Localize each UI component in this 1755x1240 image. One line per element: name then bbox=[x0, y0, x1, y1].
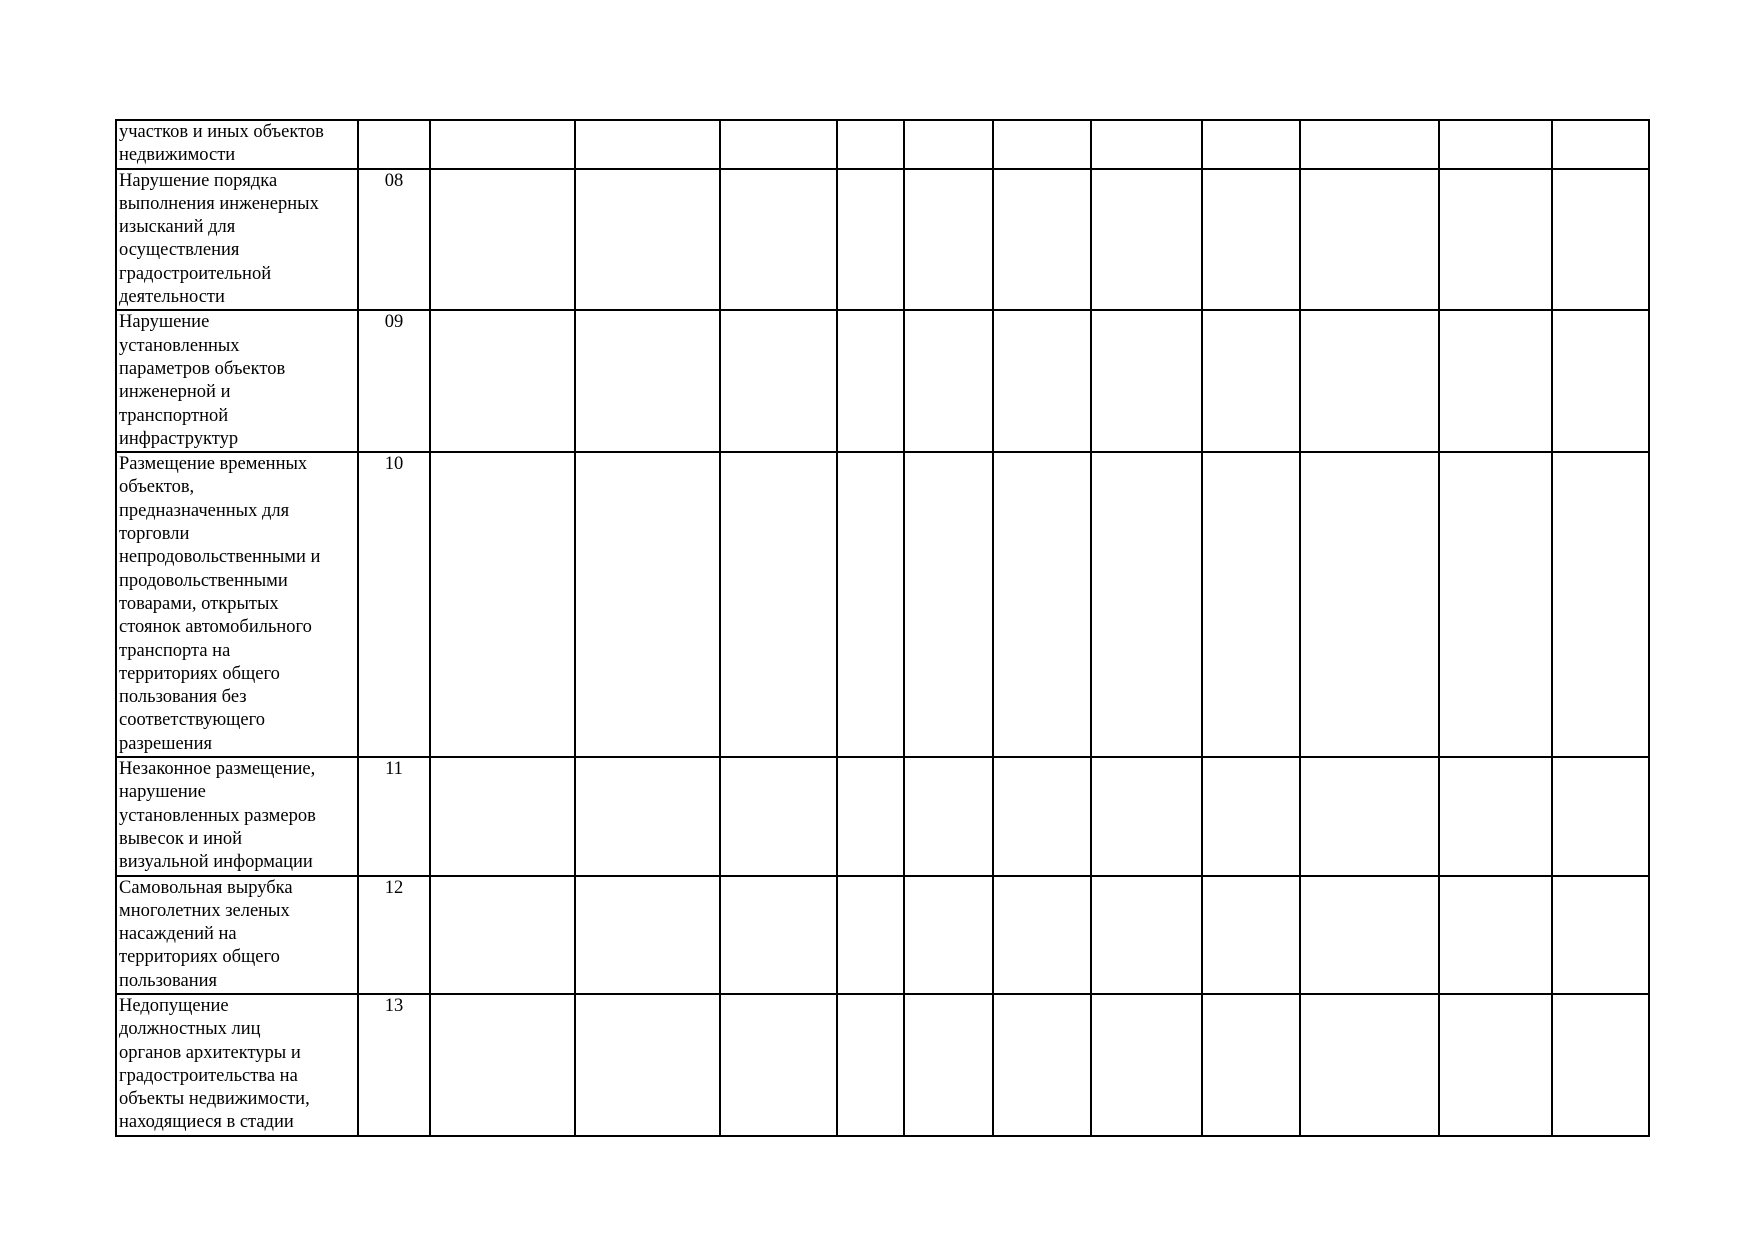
data-cell bbox=[904, 757, 993, 875]
data-cell bbox=[1439, 169, 1552, 311]
data-cell bbox=[1552, 994, 1649, 1136]
data-cell bbox=[1552, 120, 1649, 169]
data-cell bbox=[837, 876, 904, 994]
violations-table bbox=[115, 119, 1650, 1137]
data-cell bbox=[1300, 120, 1439, 169]
row-code-cell bbox=[358, 120, 430, 169]
data-cell bbox=[1439, 757, 1552, 875]
data-cell bbox=[1091, 120, 1202, 169]
data-cell bbox=[1091, 994, 1202, 1136]
violation-name: участков и иных объектов недвижимости bbox=[119, 122, 324, 166]
violation-name: Самовольная вырубка многолетних зеленых насаждений на территориях общего пользования bbox=[119, 877, 293, 991]
table-row bbox=[116, 310, 1649, 452]
data-cell bbox=[720, 994, 837, 1136]
row-code-cell bbox=[358, 169, 430, 311]
data-cell bbox=[430, 169, 575, 311]
table-row bbox=[116, 876, 1649, 994]
data-cell bbox=[1091, 876, 1202, 994]
data-cell bbox=[837, 994, 904, 1136]
data-cell bbox=[1552, 876, 1649, 994]
row-code: 12 bbox=[384, 877, 404, 898]
data-cell bbox=[1439, 310, 1552, 452]
table-row bbox=[116, 120, 1649, 169]
row-code-cell bbox=[358, 876, 430, 994]
data-cell bbox=[1202, 169, 1300, 311]
data-cell bbox=[430, 876, 575, 994]
row-code: 13 bbox=[384, 995, 404, 1016]
data-cell bbox=[1202, 452, 1300, 757]
data-cell bbox=[575, 169, 720, 311]
data-cell bbox=[720, 876, 837, 994]
data-cell bbox=[575, 452, 720, 757]
data-cell bbox=[575, 876, 720, 994]
violation-name: Нарушение установленных параметров объектов инженерной и транспортной инфраструктур bbox=[119, 312, 286, 449]
data-cell bbox=[1202, 994, 1300, 1136]
data-cell bbox=[575, 310, 720, 452]
data-cell bbox=[904, 452, 993, 757]
table-row bbox=[116, 757, 1649, 875]
violation-name-cell bbox=[116, 994, 358, 1136]
data-cell bbox=[1091, 452, 1202, 757]
data-cell bbox=[993, 876, 1091, 994]
data-cell bbox=[993, 169, 1091, 311]
data-cell bbox=[1300, 876, 1439, 994]
data-cell bbox=[720, 452, 837, 757]
data-cell bbox=[720, 169, 837, 311]
data-cell bbox=[430, 120, 575, 169]
data-cell bbox=[904, 169, 993, 311]
violation-name: Размещение временных объектов, предназначенных для торговли непродовольственными и продовольственными товарами, открытых стоянок автомобильного транспорта на территориях общего пользования без соответствующего разрешения bbox=[119, 454, 321, 754]
data-cell bbox=[1091, 169, 1202, 311]
data-cell bbox=[1202, 876, 1300, 994]
data-cell bbox=[1439, 452, 1552, 757]
table-row bbox=[116, 169, 1649, 311]
row-code-cell bbox=[358, 310, 430, 452]
data-cell bbox=[575, 757, 720, 875]
violation-name-cell bbox=[116, 120, 358, 169]
data-cell bbox=[993, 452, 1091, 757]
data-cell bbox=[904, 120, 993, 169]
row-code: 09 bbox=[384, 312, 404, 333]
violation-name-cell bbox=[116, 757, 358, 875]
row-code: 11 bbox=[385, 759, 403, 780]
data-cell bbox=[1439, 876, 1552, 994]
violation-name-cell bbox=[116, 169, 358, 311]
data-cell bbox=[1300, 452, 1439, 757]
data-cell bbox=[1091, 757, 1202, 875]
data-cell bbox=[1552, 310, 1649, 452]
data-cell bbox=[720, 757, 837, 875]
data-cell bbox=[720, 310, 837, 452]
row-code: 10 bbox=[384, 454, 404, 475]
data-cell bbox=[1300, 994, 1439, 1136]
data-cell bbox=[430, 310, 575, 452]
table-row bbox=[116, 994, 1649, 1136]
data-cell bbox=[720, 120, 837, 169]
row-code: 08 bbox=[384, 170, 404, 191]
data-cell bbox=[993, 120, 1091, 169]
data-cell bbox=[904, 876, 993, 994]
data-cell bbox=[1552, 169, 1649, 311]
row-code-cell bbox=[358, 452, 430, 757]
data-cell bbox=[575, 120, 720, 169]
data-cell bbox=[837, 452, 904, 757]
data-cell bbox=[430, 452, 575, 757]
row-code-cell bbox=[358, 757, 430, 875]
data-cell bbox=[1552, 757, 1649, 875]
data-cell bbox=[1202, 757, 1300, 875]
data-cell bbox=[1300, 757, 1439, 875]
data-cell bbox=[904, 310, 993, 452]
data-cell bbox=[837, 120, 904, 169]
violation-name: Недопущение должностных лиц органов архитектуры и градостроительства на объекты недвижимости, находящиеся в стадии bbox=[119, 995, 310, 1133]
data-cell bbox=[575, 994, 720, 1136]
data-cell bbox=[1439, 994, 1552, 1136]
violation-name-cell bbox=[116, 310, 358, 452]
violation-name: Незаконное размещение, нарушение установленных размеров вывесок и иной визуальной информации bbox=[119, 759, 316, 873]
data-cell bbox=[1300, 169, 1439, 311]
violation-name-cell bbox=[116, 876, 358, 994]
data-cell bbox=[993, 994, 1091, 1136]
data-cell bbox=[837, 757, 904, 875]
data-cell bbox=[993, 310, 1091, 452]
data-cell bbox=[1300, 310, 1439, 452]
violation-name: Нарушение порядка выполнения инженерных изысканий для осуществления градостроительной деятельности bbox=[119, 170, 319, 308]
data-cell bbox=[430, 994, 575, 1136]
data-cell bbox=[904, 994, 993, 1136]
data-cell bbox=[837, 310, 904, 452]
data-cell bbox=[993, 757, 1091, 875]
row-code-cell bbox=[358, 994, 430, 1136]
table-row bbox=[116, 452, 1649, 757]
data-cell bbox=[1202, 120, 1300, 169]
data-cell bbox=[837, 169, 904, 311]
violation-name-cell bbox=[116, 452, 358, 757]
data-cell bbox=[430, 757, 575, 875]
data-cell bbox=[1091, 310, 1202, 452]
data-cell bbox=[1439, 120, 1552, 169]
data-cell bbox=[1202, 310, 1300, 452]
data-cell bbox=[1552, 452, 1649, 757]
